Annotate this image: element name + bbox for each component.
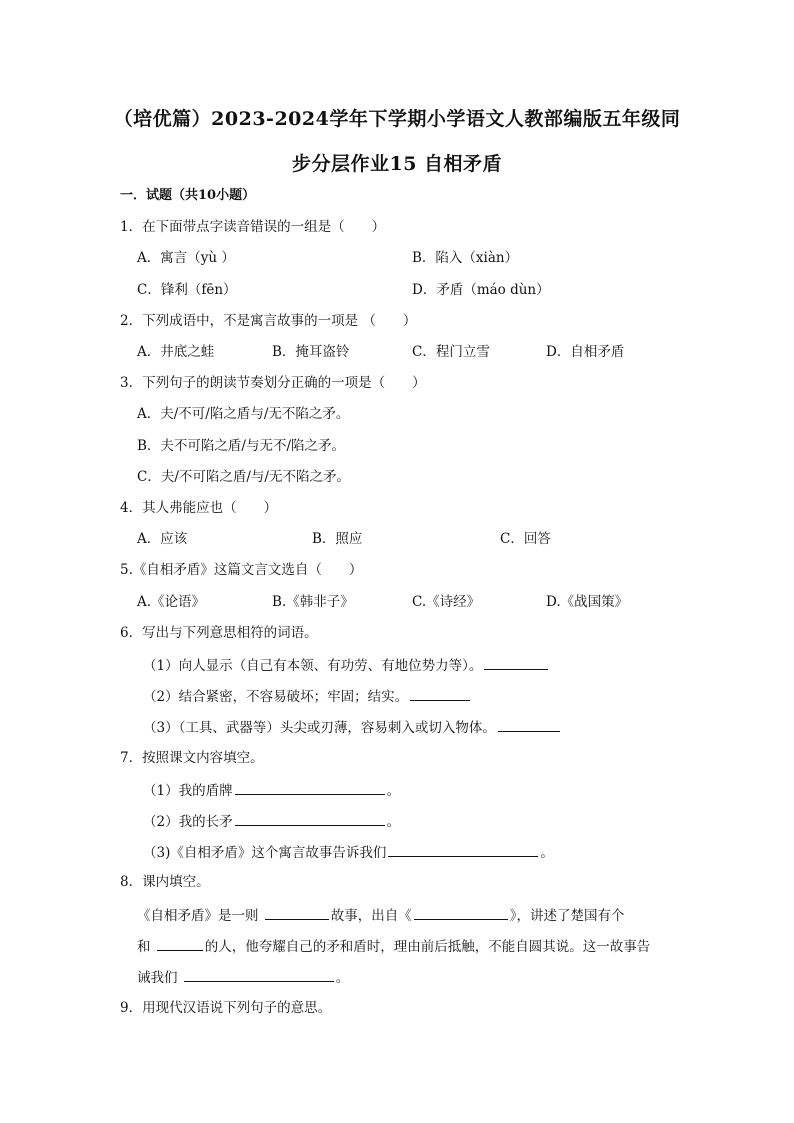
question-7-item-1 bbox=[143, 780, 400, 800]
question-5-option-b: B.《韩非子》 bbox=[272, 594, 354, 610]
question-6-item-3-text: （3）（工具、武器等）头尖或刃薄，容易刺入或切入物体。 bbox=[143, 720, 496, 736]
question-5-option-a: A.《论语》 bbox=[137, 594, 206, 610]
question-5-option-d: D.《战国策》 bbox=[546, 594, 629, 610]
question-7-stem: 7．按照课文内容填空。 bbox=[120, 750, 264, 766]
question-8-text-2b: 的人，他夸耀自己的矛和盾时，理由前后抵触，不能自圆其说。这一故事告 bbox=[204, 939, 651, 955]
question-1-stem: 1．在下面带点字读音错误的一组是（ ） bbox=[120, 219, 386, 235]
section-heading: 一．试题（共10小题） bbox=[120, 188, 256, 203]
answer-blank[interactable] bbox=[157, 936, 203, 951]
question-4-stem: 4．其人弗能应也（ ） bbox=[120, 500, 278, 516]
question-6-item-3 bbox=[143, 717, 562, 737]
question-8-line-2 bbox=[137, 936, 650, 956]
question-7-item-1-text: （1）我的盾牌 bbox=[143, 783, 233, 799]
question-7-item-3 bbox=[143, 842, 554, 862]
page-title-line-2: 步分层作业15 自相矛盾 bbox=[291, 153, 503, 175]
answer-blank[interactable] bbox=[184, 967, 334, 982]
question-7-item-2 bbox=[143, 811, 400, 831]
question-1-option-c: C．锋利（fēn） bbox=[137, 282, 237, 298]
question-3-stem: 3．下列句子的朗读节奏划分正确的一项是（ ） bbox=[120, 375, 426, 391]
question-1-option-a: A．寓言（yù ） bbox=[137, 250, 235, 266]
answer-blank[interactable] bbox=[498, 717, 560, 732]
answer-blank[interactable] bbox=[414, 905, 508, 920]
question-8-line-1 bbox=[137, 905, 625, 925]
question-7-item-2-text: （2）我的长矛 bbox=[143, 814, 233, 830]
question-4-option-b: B．照应 bbox=[312, 531, 363, 547]
question-9-stem: 9．用现代汉语说下列句子的意思。 bbox=[120, 1000, 332, 1016]
question-3-option-c: C．夫/不可陷之盾/与/无不陷之矛。 bbox=[137, 469, 350, 485]
period: 。 bbox=[540, 845, 554, 861]
question-8-text-2a: 和 bbox=[137, 939, 155, 955]
question-5-option-c: C.《诗经》 bbox=[412, 594, 481, 610]
question-2-option-b: B．掩耳盗铃 bbox=[272, 344, 350, 360]
question-6-item-1-text: （1）向人显示（自己有本领、有功劳、有地位势力等）。 bbox=[143, 658, 483, 674]
period: 。 bbox=[335, 970, 350, 986]
answer-blank[interactable] bbox=[235, 780, 385, 795]
question-8-text-3a: 诫我们 bbox=[137, 970, 182, 986]
question-6-item-2-text: （2）结合紧密，不容易破坏；牢固；结实。 bbox=[143, 689, 409, 705]
question-2-option-a: A．井底之蛙 bbox=[137, 344, 215, 360]
question-7-item-3-text: （3)《自相矛盾》这个寓言故事告诉我们 bbox=[143, 845, 387, 861]
answer-blank[interactable] bbox=[410, 686, 470, 701]
question-3-option-b: B．夫不可陷之盾/与无不/陷之矛。 bbox=[137, 438, 346, 454]
question-1-option-d: D．矛盾（máo dùn） bbox=[412, 282, 550, 298]
period: 。 bbox=[386, 814, 401, 830]
answer-blank[interactable] bbox=[388, 842, 538, 857]
answer-blank[interactable] bbox=[484, 655, 548, 670]
question-8-stem: 8．课内填空。 bbox=[120, 874, 210, 890]
question-8-text-1c: 》，讲述了楚国有个 bbox=[509, 908, 625, 924]
period: 。 bbox=[386, 783, 401, 799]
question-6-item-1 bbox=[143, 655, 550, 675]
answer-blank[interactable] bbox=[235, 811, 385, 826]
question-6-stem: 6．写出与下列意思相符的词语。 bbox=[120, 625, 318, 641]
answer-blank[interactable] bbox=[265, 905, 329, 920]
question-4-option-c: C．回答 bbox=[500, 531, 551, 547]
question-8-text-1a: 《自相矛盾》是一则 bbox=[137, 908, 263, 924]
question-2-option-c: C．程门立雪 bbox=[412, 344, 490, 360]
question-3-option-a: A．夫/不可/陷之盾与/无不陷之矛。 bbox=[137, 406, 350, 422]
question-5-stem: 5.《自相矛盾》这篇文言文选自（ ） bbox=[120, 562, 363, 578]
question-4-option-a: A．应该 bbox=[137, 531, 188, 547]
question-2-option-d: D．自相矛盾 bbox=[546, 344, 625, 360]
page-title-line-1: （培优篇）2023-2024学年下学期小学语文人教部编版五年级同 bbox=[113, 108, 681, 130]
question-6-item-2 bbox=[143, 686, 472, 706]
question-8-line-3 bbox=[137, 967, 349, 987]
question-2-stem: 2．下列成语中，不是寓言故事的一项是 （ ） bbox=[120, 313, 417, 329]
question-8-text-1b: 故事，出自《 bbox=[330, 908, 412, 924]
question-1-option-b: B．陷入（xiàn） bbox=[412, 250, 519, 266]
